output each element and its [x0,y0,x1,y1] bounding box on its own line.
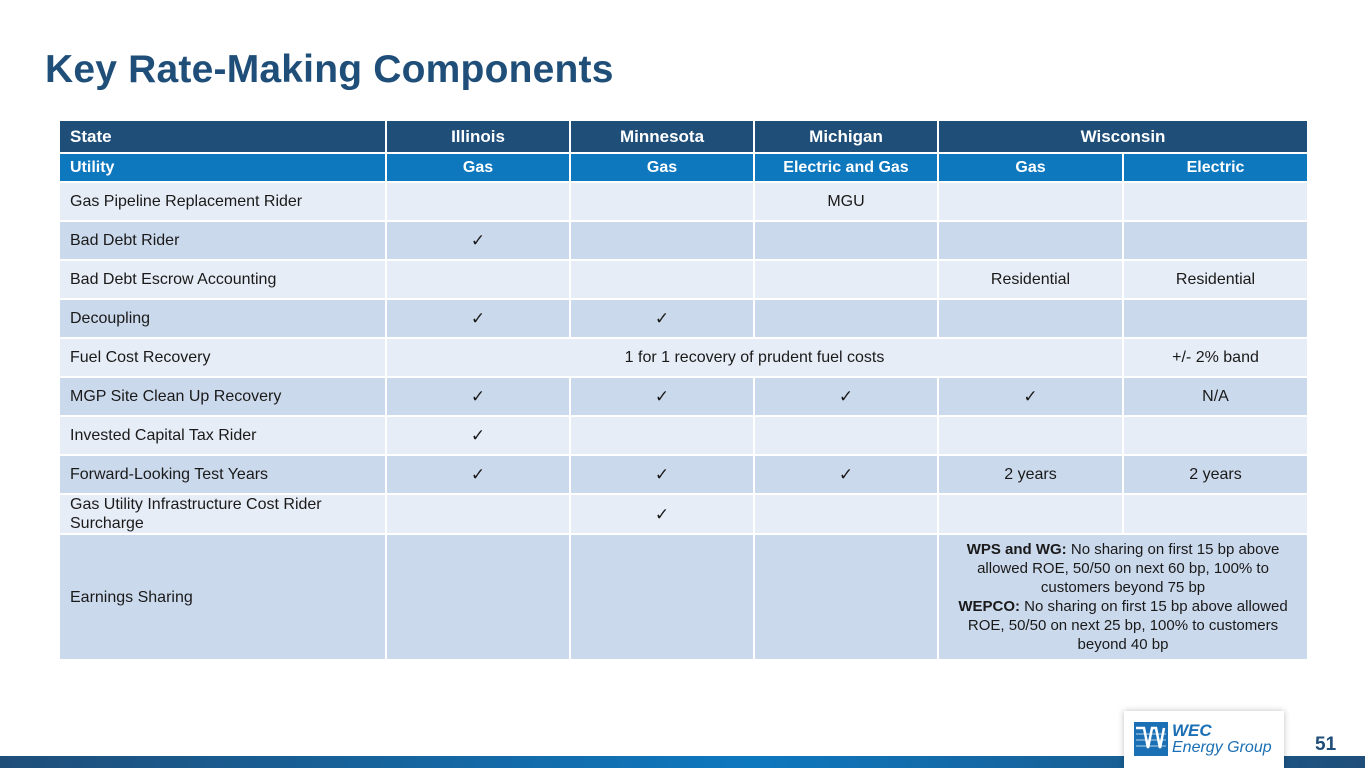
table-row [59,260,1308,299]
checkmark-icon: ✓ [386,455,570,494]
rate-components-table [58,119,1309,661]
cell-illinois [386,260,570,299]
logo-text [1172,722,1272,756]
row-label: Forward-Looking Test Years [59,455,386,494]
table-row [59,494,1308,534]
wepco-text: No sharing on first 15 bp above allowed ROE, 50/50 on next 25 bp, 100% to customers beyond 40 bp [967,598,1288,653]
cell-wi-electric: 2 years [1123,455,1308,494]
state-label: State [59,120,386,153]
checkmark-icon: ✓ [570,494,754,534]
cell-minnesota [570,221,754,260]
state-header-row [59,120,1308,153]
cell-wi-gas [938,182,1123,221]
table-row [59,534,1308,660]
row-label: Bad Debt Rider [59,221,386,260]
table-row [59,455,1308,494]
cell-illinois [386,534,570,660]
cell-wi-electric: Residential [1123,260,1308,299]
wps-label: WPS and WG: [966,541,1067,558]
cell-michigan [754,299,938,338]
row-label: MGP Site Clean Up Recovery [59,377,386,416]
row-label: Gas Pipeline Replacement Rider [59,182,386,221]
cell-wi-gas [938,299,1123,338]
utility-minnesota: Gas [570,153,754,182]
logo-line1: WEC [1172,721,1212,740]
cell-illinois [386,182,570,221]
cell-michigan [754,534,938,660]
cell-wi-gas [938,221,1123,260]
cell-wi-gas: Residential [938,260,1123,299]
row-label: Invested Capital Tax Rider [59,416,386,455]
cell-wi-electric [1123,494,1308,534]
cell-michigan [754,494,938,534]
cell-wi-electric [1123,221,1308,260]
cell-wi-gas [938,416,1123,455]
cell-michigan [754,221,938,260]
wec-logo [1124,711,1284,768]
cell-wi-gas: 2 years [938,455,1123,494]
cell-minnesota [570,534,754,660]
cell-illinois [386,494,570,534]
cell-wi-electric [1123,299,1308,338]
state-michigan: Michigan [754,120,938,153]
state-wisconsin: Wisconsin [938,120,1308,153]
table-row [59,182,1308,221]
utility-michigan: Electric and Gas [754,153,938,182]
wec-logo-icon [1134,722,1168,756]
cell-michigan: MGU [754,182,938,221]
utility-wi-electric: Electric [1123,153,1308,182]
checkmark-icon: ✓ [570,299,754,338]
checkmark-icon: ✓ [938,377,1123,416]
row-label: Decoupling [59,299,386,338]
wps-text: No sharing on first 15 bp above allowed ROE, 50/50 on next 60 bp, 100% to customers beyond 75 bp [977,541,1280,596]
row-label: Gas Utility Infrastructure Cost Rider Surcharge [59,494,386,534]
state-illinois: Illinois [386,120,570,153]
cell-wi-electric [1123,182,1308,221]
cell-wi-electric [1123,416,1308,455]
cell-combined: 1 for 1 recovery of prudent fuel costs [386,338,1123,377]
checkmark-icon: ✓ [386,416,570,455]
page-number: 51 [1315,734,1337,755]
table-row [59,299,1308,338]
checkmark-icon: ✓ [386,299,570,338]
cell-minnesota [570,182,754,221]
utility-illinois: Gas [386,153,570,182]
cell-minnesota [570,260,754,299]
cell-wi-gas [938,494,1123,534]
page-title: Key Rate-Making Components [45,48,614,91]
state-minnesota: Minnesota [570,120,754,153]
table-row [59,338,1308,377]
cell-wi-electric: +/- 2% band [1123,338,1308,377]
table-row [59,416,1308,455]
checkmark-icon: ✓ [570,455,754,494]
cell-minnesota [570,416,754,455]
wepco-label: WEPCO: [958,598,1020,615]
table-row [59,377,1308,416]
checkmark-icon: ✓ [754,455,938,494]
checkmark-icon: ✓ [754,377,938,416]
checkmark-icon: ✓ [386,221,570,260]
row-label: Fuel Cost Recovery [59,338,386,377]
utility-header-row [59,153,1308,182]
table-row [59,221,1308,260]
checkmark-icon: ✓ [386,377,570,416]
checkmark-icon: ✓ [570,377,754,416]
row-label: Earnings Sharing [59,534,386,660]
row-label: Bad Debt Escrow Accounting [59,260,386,299]
logo-line2: Energy Group [1172,739,1272,756]
utility-wi-gas: Gas [938,153,1123,182]
cell-michigan [754,260,938,299]
earnings-sharing-note [938,534,1308,660]
cell-wi-electric: N/A [1123,377,1308,416]
cell-michigan [754,416,938,455]
utility-label: Utility [59,153,386,182]
